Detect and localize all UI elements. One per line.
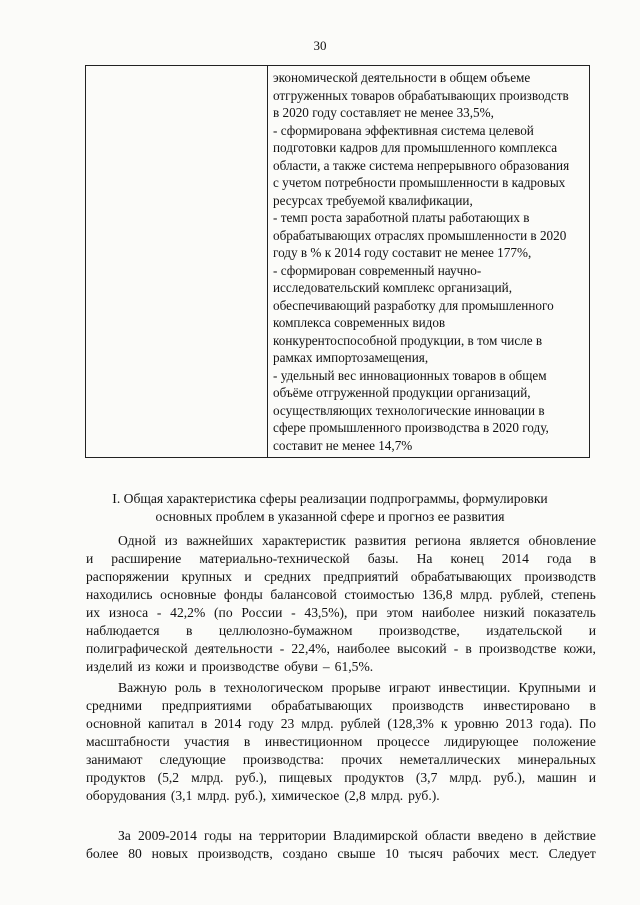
table-line: с учетом потребности промышленности в кадровых (273, 175, 566, 190)
text-line: занимают следующие производства: прочих неметаллических минеральных (86, 752, 596, 767)
table-line: сфере промышленного производства в 2020 году, (273, 420, 549, 435)
text-line: средними предприятиями обрабатывающих производств инвестировано в (86, 698, 596, 713)
table-line: ресурсах требуемой квалификации, (273, 192, 473, 208)
table-line: отгруженных товаров обрабатывающих производств (273, 87, 569, 103)
text-line: основной капитал в 2014 году 23 млрд. рублей (128,3% к уровню 2013 года). По (86, 716, 596, 731)
table-cell-left (86, 66, 268, 457)
text-line: Важную роль в технологическом прорыве играют инвестиции. Крупными и (118, 680, 596, 695)
section-title (60, 490, 600, 526)
section-title-line: основных проблем в указанной сфере и прогноз ее развития (155, 509, 505, 524)
table-line: осуществляющих технологические инновации в (273, 402, 545, 418)
table-line: обрабатывающих отраслях промышленности в 2020 (273, 227, 567, 243)
text-line: и расширение материально-технической базы. На конец 2014 года в (86, 551, 596, 566)
paragraph-1 (86, 532, 596, 676)
table-line: области, а также система непрерывного образования (273, 157, 570, 173)
text-line: более 80 новых производств, создано свыше 10 тысяч рабочих мест. Следует (86, 846, 596, 861)
table-line: в 2020 году составляет не менее 33,5%, (273, 105, 494, 120)
table-line: году в % к 2014 году составит не менее 177%, (273, 245, 532, 260)
table-line: - сформирована эффективная система целевой (273, 122, 534, 138)
table-line: - сформирован современный научно- (273, 262, 482, 278)
paragraph-3 (86, 827, 596, 863)
targets-table (85, 65, 590, 458)
table-line: объёме отгруженной продукции организаций, (273, 385, 531, 400)
table-line: экономической деятельности в общем объеме (273, 70, 531, 85)
text-line: полиграфической деятельности - 22,4%, наиболее высокий - в производстве кожи, (86, 641, 596, 656)
text-line: их износа - 42,2% (по России - 43,5%), при этом наиболее низкий показатель (86, 605, 596, 620)
page-number: 30 (313, 38, 327, 53)
paragraph-2 (86, 679, 596, 805)
text-line: масштабности участия в инвестиционном процессе лидирующее положение (86, 734, 596, 749)
table-line: составит не менее 14,7% (273, 437, 413, 453)
text-line: оборудования (3,1 млрд. руб.), химическое (2,8 млрд. руб.). (86, 788, 440, 803)
table-line: исследовательский комплекс организаций, (273, 280, 513, 295)
table-line: обеспечивающий разработку для промышленного (273, 297, 554, 313)
table-line: подготовки кадров для промышленного комплекса (273, 140, 558, 155)
table-line: рамках импортозамещения, (273, 350, 429, 365)
text-line: Одной из важнейших характеристик развития региона является обновление (118, 533, 596, 548)
table-line: комплекса современных видов (273, 315, 446, 330)
text-line: распоряжении крупных и средних предприятий обрабатывающих производств (86, 569, 596, 584)
text-line: наблюдается в целлюлозно-бумажном производстве, издательской и (86, 623, 596, 638)
table-line: конкурентоспособной продукции, в том числе в (273, 332, 543, 348)
text-line: продуктов (5,2 млрд. руб.), пищевых продуктов (3,7 млрд. руб.), машин и (86, 770, 596, 785)
section-title-line: I. Общая характеристика сферы реализации подпрограммы, формулировки (112, 491, 548, 506)
table-line: - темп роста заработной платы работающих в (273, 210, 530, 225)
text-line: изделий из кожи и производстве обуви – 61,5%. (86, 659, 374, 674)
text-line: За 2009-2014 годы на территории Владимирской области введено в действие (118, 828, 596, 843)
table-line: - удельный вес инновационных товаров в общем (273, 367, 547, 383)
text-line: находились основные фонды балансовой стоимостью 136,8 млрд. рублей, степень (86, 587, 596, 602)
table-cell-right (268, 66, 589, 457)
